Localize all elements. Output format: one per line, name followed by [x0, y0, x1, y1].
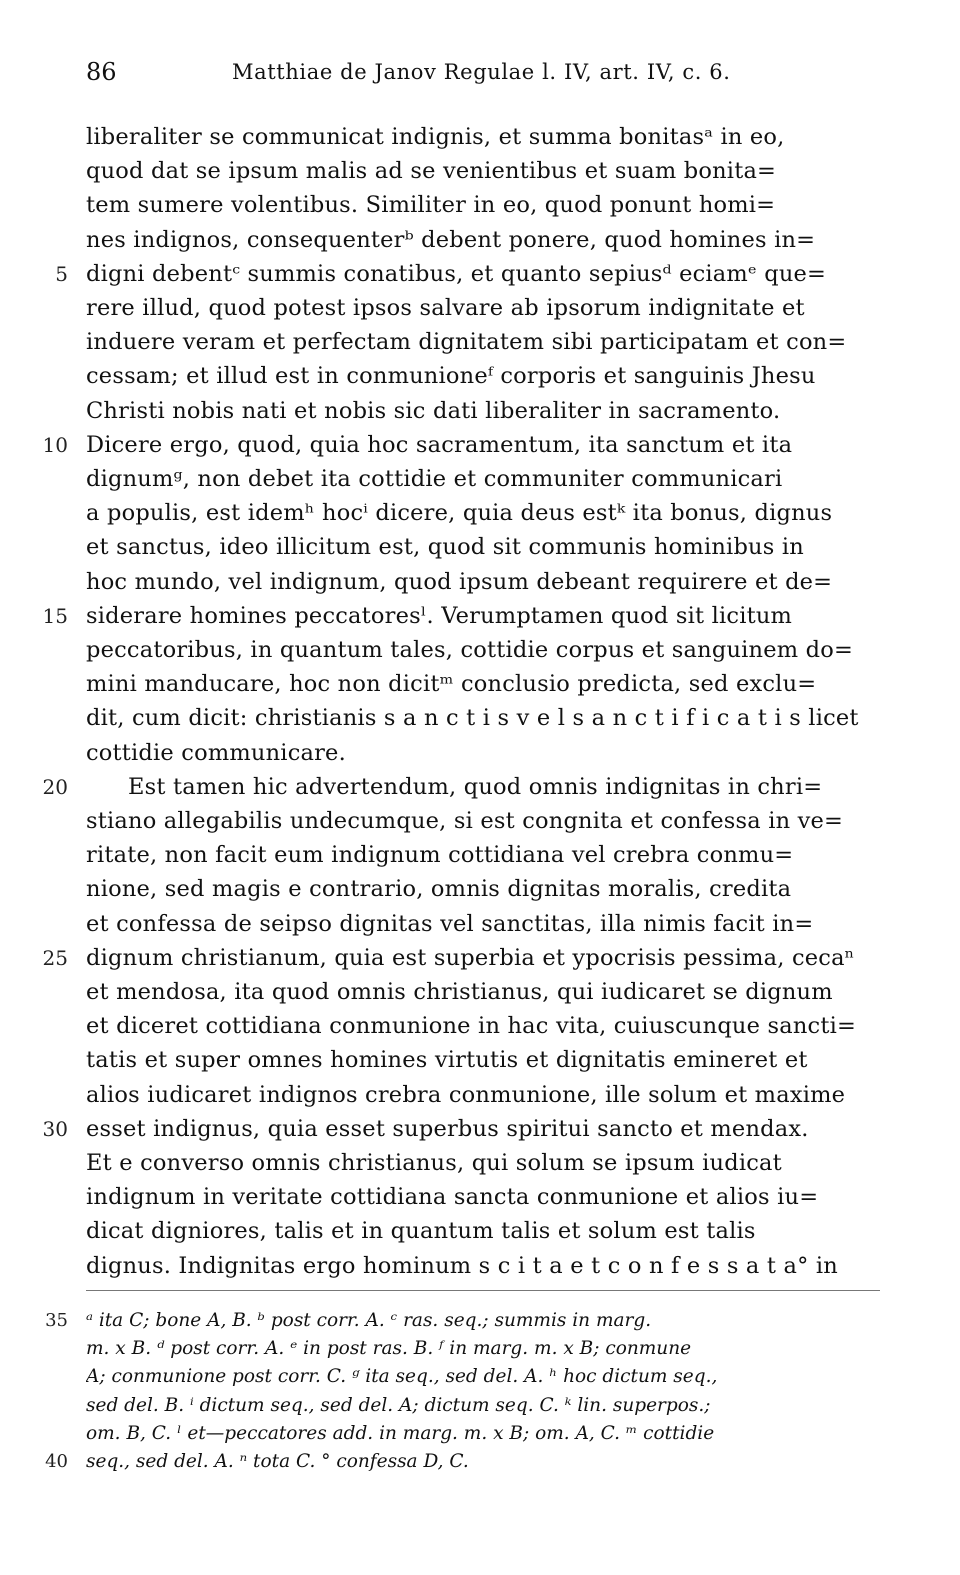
text-line: et sanctus, ideo illicitum est, quod sit communis hominibus in: [86, 534, 804, 561]
text-line: Est tamen hic advertendum, quod omnis indignitas in chri=: [128, 773, 823, 800]
text-line: induere veram et perfectam dignitatem sibi participatam et con=: [86, 329, 847, 356]
footnote-line: ᵃ ita C; bone A, B. ᵇ post corr. A. ᶜ ras. seq.; summis in marg.: [86, 1310, 652, 1331]
text-line: quod dat se ipsum malis ad se venientibus et suam bonita=: [86, 158, 777, 185]
text-line: mini manducare, hoc non dicitᵐ conclusio predicta, sed exclu=: [86, 671, 817, 698]
text-line: Et e converso omnis christianus, qui solum se ipsum iudicat: [86, 1150, 782, 1176]
text-line: et diceret cottidiana conmunione in hac vita, cuiuscunque sancti=: [86, 1013, 857, 1040]
text-line: et confessa de seipso dignitas vel sanctitas, illa nimis facit in=: [86, 910, 814, 937]
text-line: cessam; et illud est in conmunioneᶠ corporis et sanguinis Jhesu: [86, 363, 816, 390]
line-number: 35: [45, 1310, 68, 1331]
line-number: 10: [42, 432, 68, 457]
line-number: 40: [45, 1451, 68, 1472]
text-line: cottidie communicare.: [86, 739, 346, 766]
text-line: Dicere ergo, quod, quia hoc sacramentum, ita sanctum et ita: [86, 431, 793, 458]
text-line: siderare homines peccatoresˡ. Verumptamen quod sit licitum: [86, 602, 793, 629]
text-line: nes indignos, consequenterᵇ debent ponere, quod homines in=: [86, 226, 816, 253]
line-number: 20: [42, 774, 68, 799]
footnote-separator: [86, 1290, 880, 1291]
line-number: 30: [42, 1116, 68, 1141]
text-line: esset indignus, quia esset superbus spiritui sancto et mendax.: [86, 1115, 809, 1142]
text-line: dicat digniores, talis et in quantum talis et solum est talis: [86, 1218, 756, 1245]
footnote-line: om. B, C. ˡ et—peccatores add. in marg. m. x B; om. A, C. ᵐ cottidie: [86, 1422, 715, 1444]
text-line: et mendosa, ita quod omnis christianus, qui iudicaret se dignum: [86, 979, 833, 1005]
text-line: stiano allegabilis undecumque, si est congnita et confessa in ve=: [86, 808, 844, 834]
footnote-line: A; conmunione post corr. C. ᵍ ita seq., sed del. A. ʰ hoc dictum seq.,: [86, 1366, 718, 1388]
text-line: indignum in veritate cottidiana sancta conmunione et alios iu=: [86, 1184, 819, 1211]
text-line: alios iudicaret indignos crebra conmunione, ille solum et maxime: [86, 1081, 846, 1108]
text-line: peccatoribus, in quantum tales, cottidie corpus et sanguinem do=: [86, 637, 854, 663]
text-line: tem sumere volentibus. Similiter in eo, quod ponunt homi=: [86, 192, 776, 219]
text-line: digni debentᶜ summis conatibus, et quanto sepiusᵈ eciamᵉ que=: [86, 260, 827, 287]
running-title: Matthiae de Janov Regulae l. IV, art. IV, c. 6.: [232, 60, 731, 84]
text-line: ritate, non facit eum indignum cottidiana vel crebra conmu=: [86, 842, 794, 869]
text-line: liberaliter se communicat indignis, et summa bonitasᵃ in eo,: [86, 124, 785, 150]
line-number: 5: [55, 261, 68, 286]
text-line: dit, cum dicit: christianis s a n c t i s v e l s a n c t i f i c a t i s licet: [86, 705, 859, 732]
line-number: 15: [42, 603, 68, 628]
text-line: a populis, est idemʰ hocⁱ dicere, quia deus estᵏ ita bonus, dignus: [86, 500, 833, 527]
text-line: dignumᵍ, non debet ita cottidie et communiter communicari: [86, 466, 783, 492]
text-line: tatis et super omnes homines virtutis et dignitatis emineret et: [86, 1047, 808, 1074]
page-number: 86: [86, 58, 117, 86]
text-line: hoc mundo, vel indignum, quod ipsum debeant requirere et de=: [86, 568, 833, 595]
text-line: Christi nobis nati et nobis sic dati liberaliter in sacramento.: [86, 397, 781, 424]
text-line: rere illud, quod potest ipsos salvare ab ipsorum indignitate et: [86, 295, 805, 321]
footnote-line: seq., sed del. A. ⁿ tota C. ° confessa D, C.: [86, 1451, 469, 1472]
text-line: nione, sed magis e contrario, omnis dignitas moralis, credita: [86, 876, 792, 903]
text-line: dignus. Indignitas ergo hominum s c i t a e t c o n f e s s a t a° in: [86, 1252, 838, 1279]
text-line: dignum christianum, quia est superbia et ypocrisis pessima, cecaⁿ: [86, 944, 855, 971]
footnote-line: sed del. B. ⁱ dictum seq., sed del. A; dictum seq. C. ᵏ lin. superpos.;: [86, 1394, 711, 1416]
line-number: 25: [42, 945, 68, 970]
footnote-line: m. x B. ᵈ post corr. A. ᵉ in post ras. B. ᶠ in marg. m. x B; conmune: [86, 1338, 692, 1360]
